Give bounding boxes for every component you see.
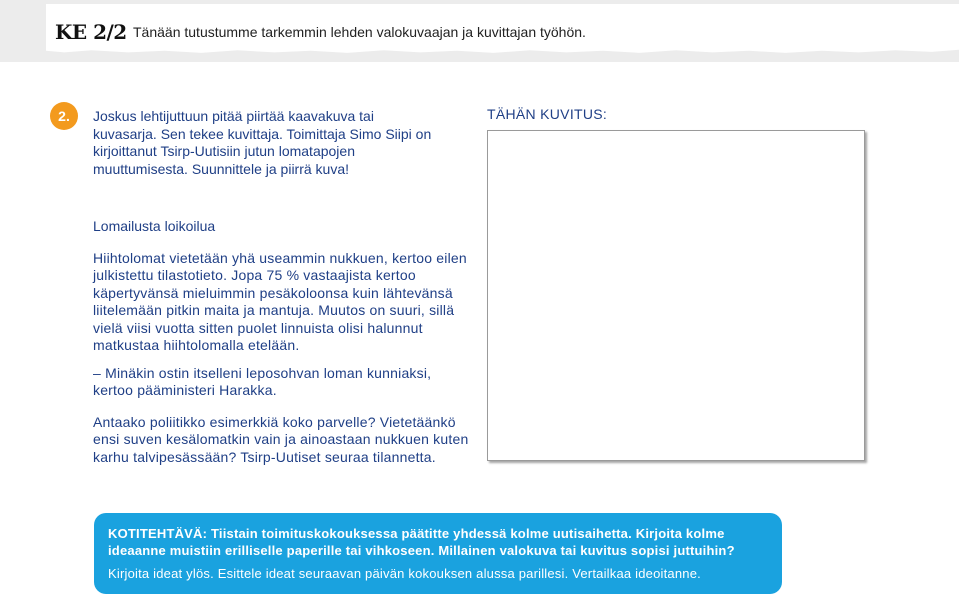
homework-box [94, 513, 782, 594]
homework-line-3: Kirjoita ideat ylös. Esittele ideat seuraavan päivän kokouksen alussa parillesi. Vertailkaa ideoitanne. [108, 566, 701, 581]
homework-line-1-text: Tiistain toimituskokouksessa päätitte yhdessä kolme uutisaihetta. Kirjoita kolme [207, 526, 725, 541]
illustration-label: TÄHÄN KUVITUS: [487, 106, 608, 122]
homework-heading: KOTITEHTÄVÄ: [108, 526, 208, 541]
header-intro: Tänään tutustumme tarkemmin lehden valokuvaajan ja kuvittajan työhön. [133, 24, 586, 40]
task-instruction: Joskus lehtijuttuun pitää piirtää kaavakuva tai kuvasarja. Sen tekee kuvittaja. Toimittaja Simo Siipi on kirjoittanut Tsirp-Uutisiin jutun lomatapojen muuttumisesta. Suunnittele ja piirrä kuva! [93, 108, 432, 177]
story-paragraph-2: – Minäkin ostin itselleni leposohvan loman kunniaksi, kertoo pääministeri Harakka. [93, 365, 432, 399]
story-paragraph-3: Antaako poliitikko esimerkkiä koko parvelle? Vietetäänkö ensi suven kesälomatkin vain ja ainoastaan nukkuen kuten karhu talvipesässään? Tsirp-Uutiset seuraa tilannetta. [93, 414, 469, 465]
homework-line-1 [108, 525, 768, 542]
story-title: Lomailusta loikoilua [93, 218, 216, 234]
task-number-badge: 2. [50, 102, 78, 130]
illustration-drawing-area[interactable] [487, 130, 865, 461]
unit-label: KE 2/2 [55, 20, 127, 44]
story-paragraph-1: Hiihtolomat vietetään yhä useammin nukkuen, kertoo eilen julkistettu tilastotieto. Jopa 75 % vastaajista kertoo käpertyvänsä mieluimmin pesäkoloonsa kuin lähtevänsä liitelemään pitkin maita ja mantuja. Muutos on suuri, sillä vielä viisi vuotta sitten puolet linnuista olisi halunnut matkustaa hiihtolomalla etelään. [93, 250, 467, 354]
homework-line-2: ideaanne muistiin erilliselle paperille tai vihkoseen. Millainen valokuva tai kuvitus sopisi juttuihin? [108, 543, 735, 558]
